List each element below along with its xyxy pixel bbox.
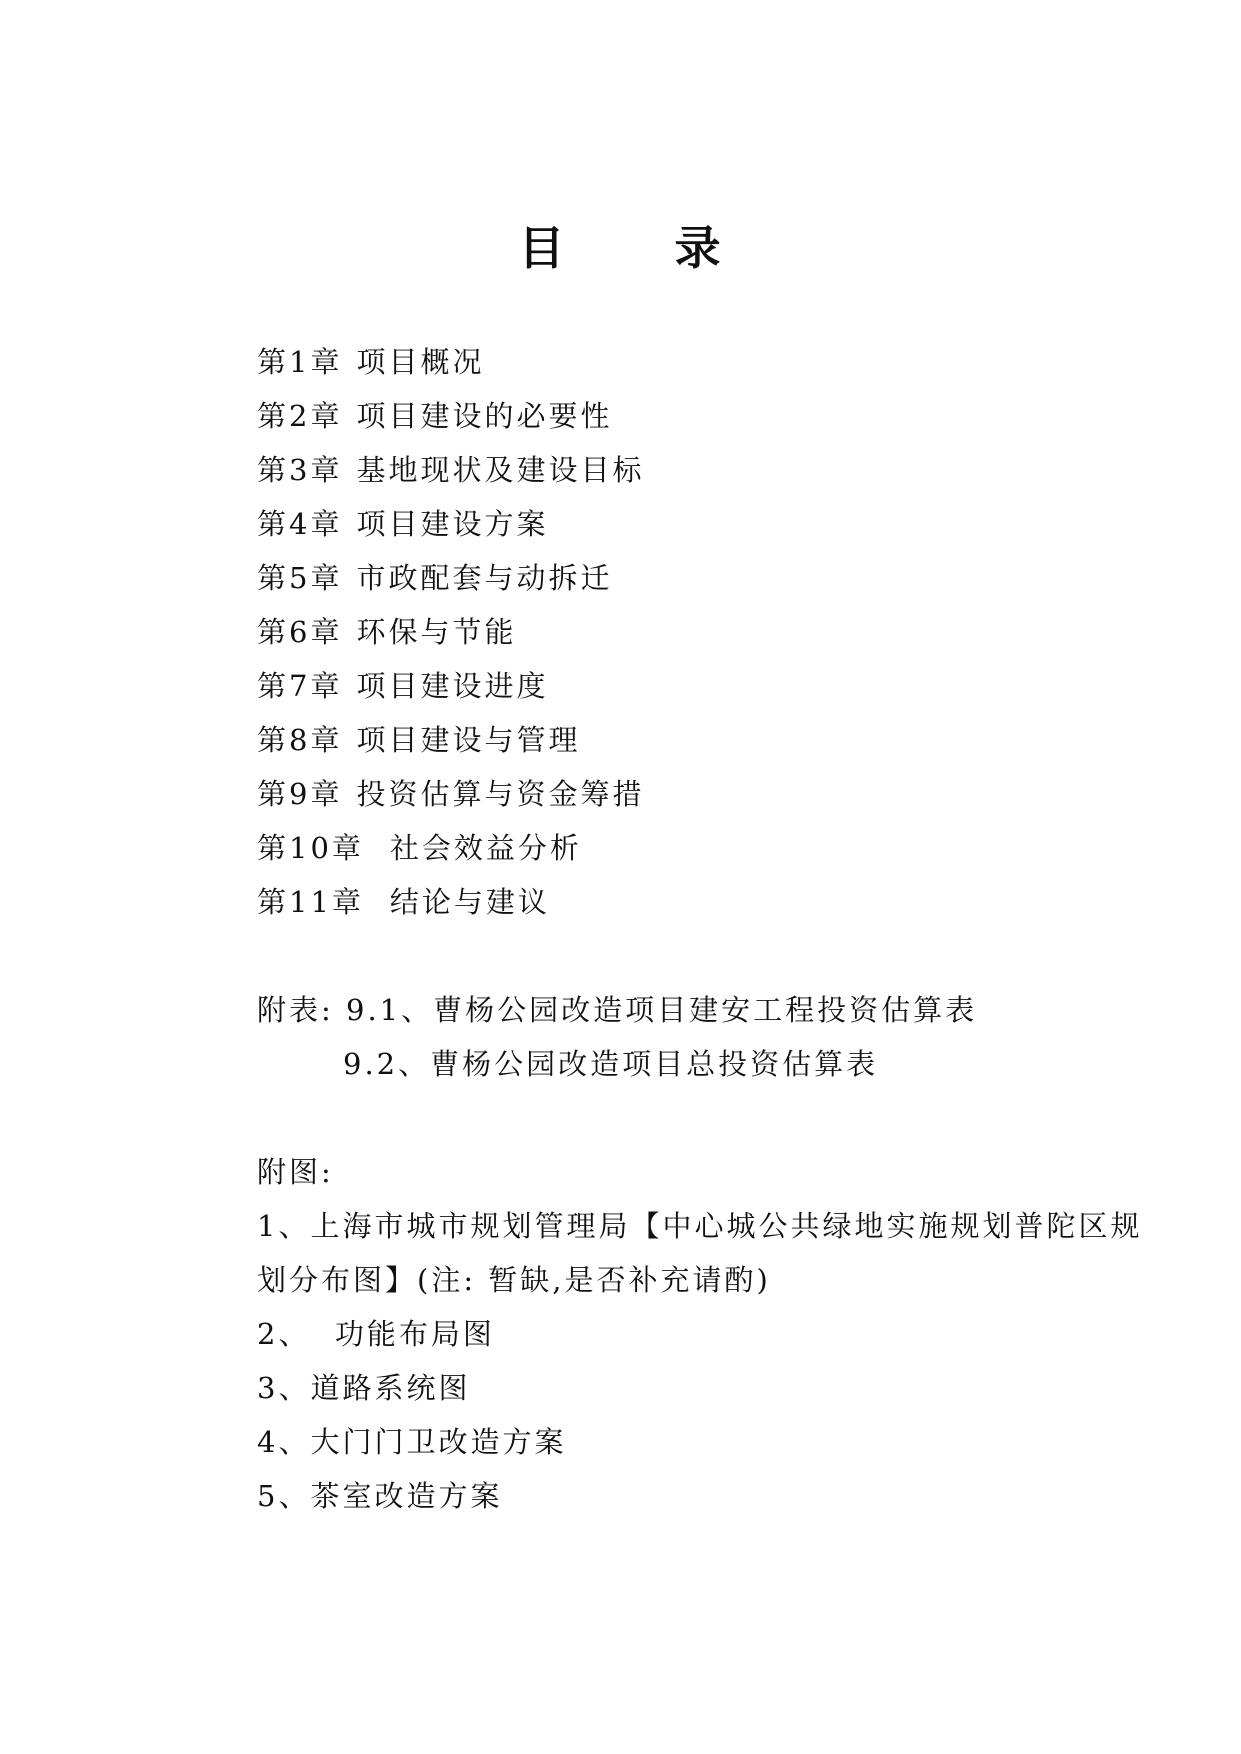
appendix-figure-item-4: 4、大门门卫改造方案 (257, 1425, 567, 1459)
chapter-number: 第7章 (257, 669, 343, 703)
title-char-1: 目 (518, 221, 567, 275)
chapter-number: 第3章 (257, 453, 343, 487)
chapter-title: 结论与建议 (389, 885, 550, 919)
chapter-number: 第1章 (257, 345, 343, 379)
chapter-title: 项目建设方案 (356, 507, 549, 541)
appendix-figure-item-1: 1、上海市城市规划管理局【中心城公共绿地实施规划普陀区规 (257, 1209, 1143, 1243)
chapter-title: 项目建设进度 (356, 669, 549, 703)
appendix-tables-label: 附表: (257, 993, 334, 1027)
toc-chapter-9 (257, 776, 644, 812)
chapter-title: 项目建设与管理 (356, 723, 581, 757)
toc-chapter-1 (257, 344, 484, 380)
chapter-number: 第5章 (257, 561, 343, 595)
toc-chapter-10 (257, 830, 582, 866)
page-title (0, 212, 1241, 278)
toc-chapter-6 (257, 614, 516, 650)
toc-chapter-3 (257, 452, 644, 488)
chapter-title: 环保与节能 (356, 615, 517, 649)
chapter-number: 第10章 (257, 831, 364, 865)
chapter-title: 项目建设的必要性 (356, 399, 613, 433)
chapter-title: 投资估算与资金筹措 (356, 777, 645, 811)
chapter-number: 第4章 (257, 507, 343, 541)
chapter-number: 第11章 (257, 885, 364, 919)
appendix-tables-row-1 (257, 992, 977, 1028)
appendix-figure-item-5: 5、茶室改造方案 (257, 1479, 503, 1513)
chapter-number: 第2章 (257, 399, 343, 433)
toc-chapter-5 (257, 560, 612, 596)
chapter-title: 项目概况 (356, 345, 485, 379)
toc-chapter-8 (257, 722, 580, 758)
chapter-number: 第8章 (257, 723, 343, 757)
appendix-figures-label: 附图: (257, 1155, 334, 1189)
toc-chapter-2 (257, 398, 612, 434)
appendix-tables-row-2 (343, 1046, 878, 1082)
chapter-title: 社会效益分析 (389, 831, 582, 865)
chapter-number: 第6章 (257, 615, 343, 649)
toc-chapter-7 (257, 668, 548, 704)
appendix-table-item: 9.1、曹杨公园改造项目建安工程投资估算表 (346, 993, 978, 1027)
chapter-title: 市政配套与动拆迁 (356, 561, 613, 595)
toc-chapter-4 (257, 506, 548, 542)
chapter-title: 基地现状及建设目标 (356, 453, 645, 487)
chapter-number: 第9章 (257, 777, 343, 811)
title-char-2: 录 (674, 221, 723, 275)
toc-chapter-11 (257, 884, 550, 920)
appendix-figure-item-3: 3、道路系统图 (257, 1371, 471, 1405)
appendix-figure-item-2: 2、 功能布局图 (257, 1317, 495, 1351)
appendix-figure-item-1-cont: 划分布图】(注: 暂缺,是否补充请酌) (257, 1263, 771, 1297)
appendix-table-item: 9.2、曹杨公园改造项目总投资估算表 (343, 1047, 879, 1081)
